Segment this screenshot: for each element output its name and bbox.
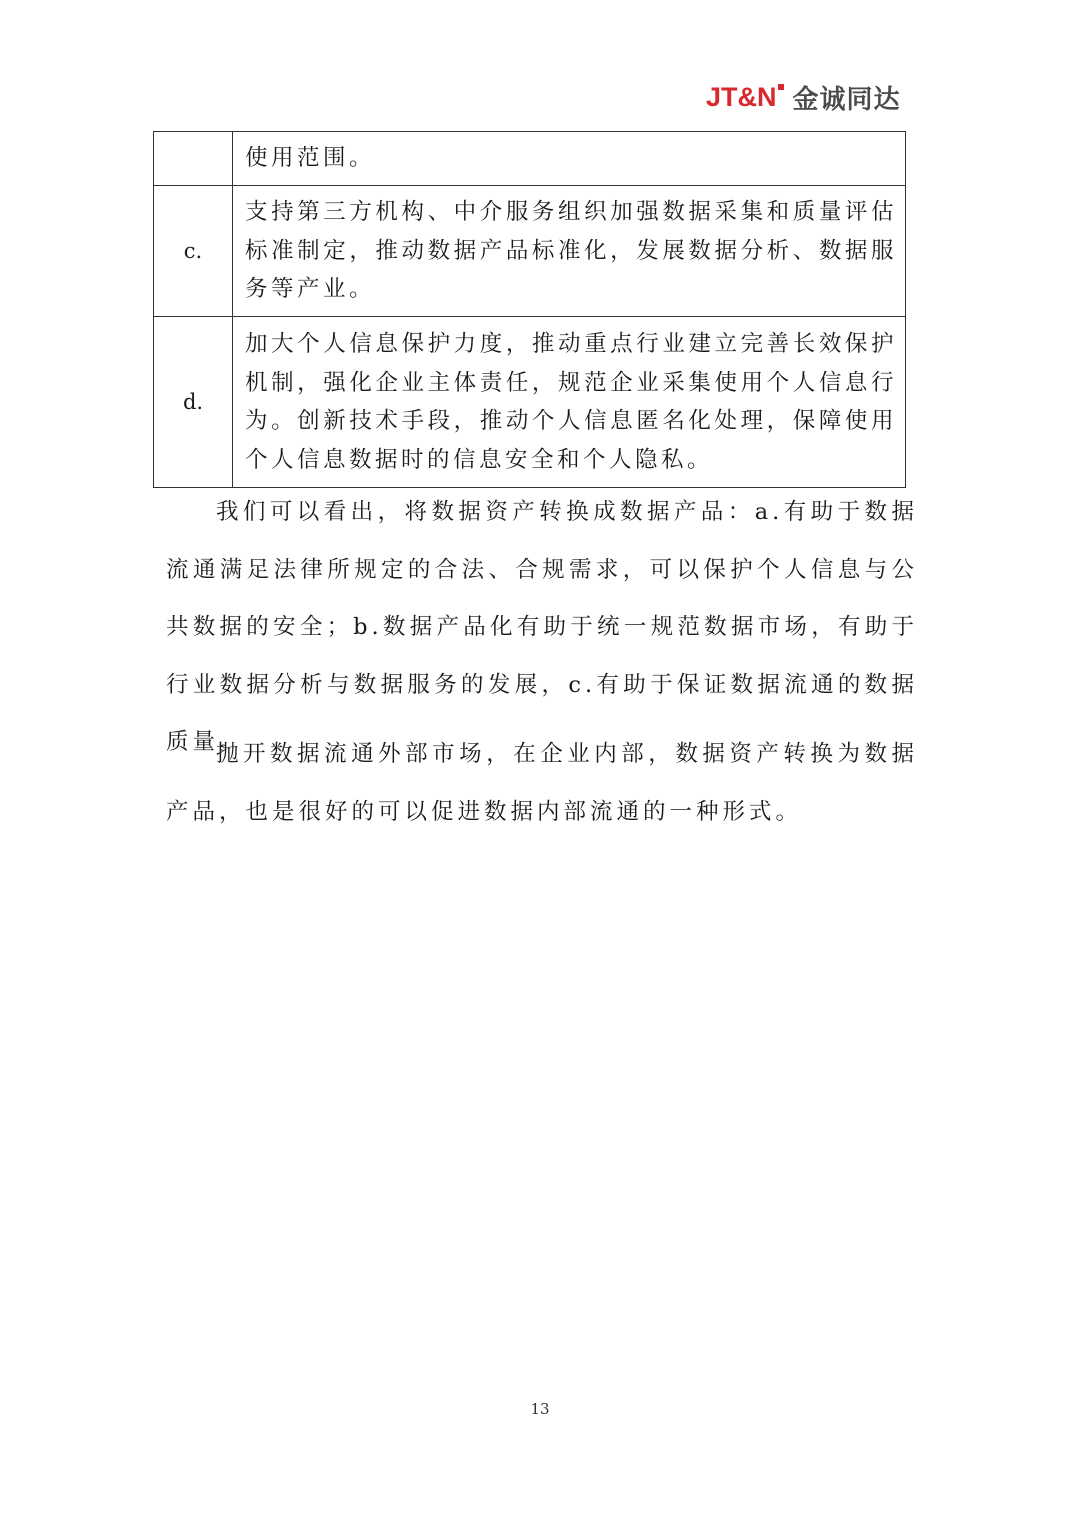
- row-text: 加大个人信息保护力度，推动重点行业建立完善长效保护机制，强化企业主体责任，规范企业采集使用个人信息行为。创新技术手段，推动个人信息匿名化处理，保障使用个人信息数据时的信息安全和个人隐私。: [233, 317, 906, 488]
- body-paragraph: 我们可以看出，将数据资产转换成数据产品：a.有助于数据流通满足法律所规定的合法、合规需求，可以保护个人信息与公共数据的安全；b.数据产品化有助于统一规范数据市场，有助于行业数据分析与数据服务的发展，c.有助于保证数据流通的数据质量。: [166, 499, 918, 755]
- table-row: [154, 186, 906, 317]
- row-label: [154, 132, 233, 186]
- body-paragraph: 抛开数据流通外部市场，在企业内部，数据资产转换为数据产品，也是很好的可以促进数据内部流通的一种形式。: [166, 741, 918, 825]
- table-row: [154, 317, 906, 488]
- logo-chinese-text: 金诚同达: [792, 84, 901, 115]
- logo-accent-square: [778, 84, 784, 90]
- row-label: c.: [154, 186, 233, 317]
- page-number: 13: [530, 1400, 550, 1418]
- table-row: [154, 132, 906, 186]
- policy-table: [153, 131, 906, 488]
- company-logo: [706, 80, 916, 114]
- row-text: 使用范围。: [233, 132, 906, 186]
- logo-latin-text: JT&N: [706, 81, 777, 112]
- row-label: d.: [154, 317, 233, 488]
- row-text: 支持第三方机构、中介服务组织加强数据采集和质量评估标准制定，推动数据产品标准化，发展数据分析、数据服务等产业。: [233, 186, 906, 317]
